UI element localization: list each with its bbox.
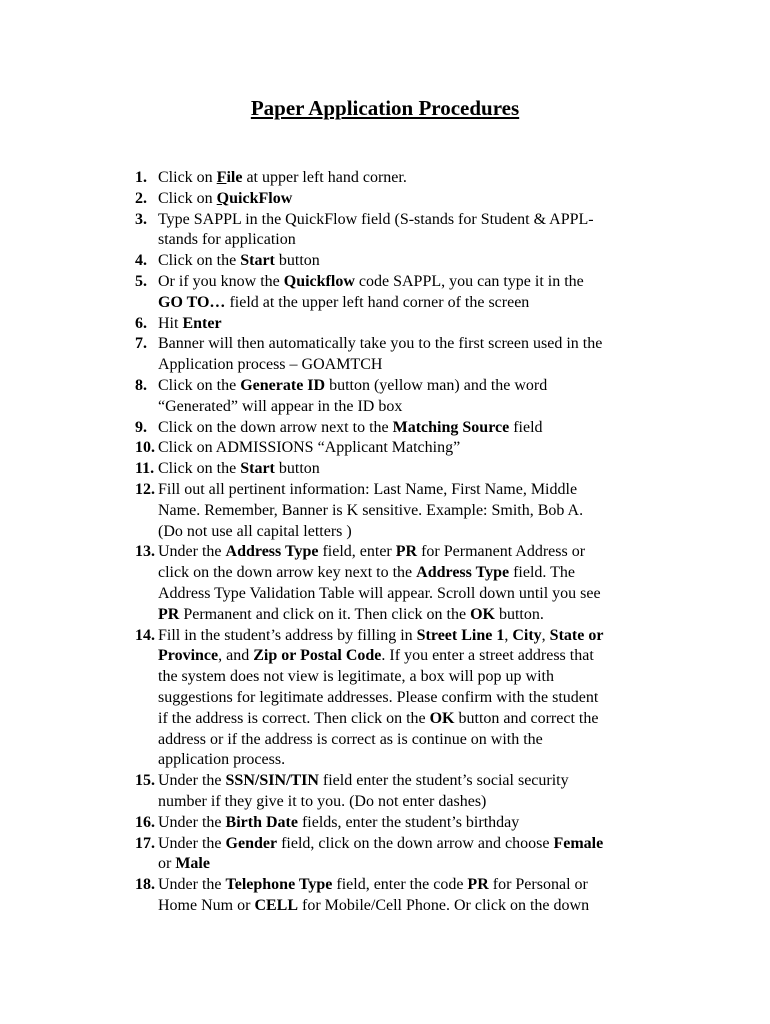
step-number: 13. bbox=[135, 543, 155, 561]
step-text-line bbox=[158, 667, 665, 688]
step-item bbox=[135, 314, 665, 335]
step-text: button bbox=[274, 252, 320, 270]
step-text-line bbox=[158, 168, 665, 189]
step-text: . If you enter a street address that bbox=[381, 647, 594, 665]
step-text-line bbox=[158, 813, 665, 834]
step-number: 8. bbox=[135, 376, 147, 394]
step-text: stands for application bbox=[158, 231, 296, 249]
step-text-line bbox=[158, 376, 665, 397]
step-number: 12. bbox=[135, 480, 155, 498]
step-number: 2. bbox=[135, 189, 147, 207]
step-number: 17. bbox=[135, 834, 155, 852]
step-keyword: Q bbox=[216, 189, 230, 207]
step-number: 16. bbox=[135, 813, 155, 831]
step-text-line bbox=[158, 792, 665, 813]
step-text-line bbox=[158, 646, 665, 667]
step-text-line bbox=[158, 501, 665, 522]
step-text: or bbox=[158, 855, 176, 873]
step-text: (Do not use all capital letters ) bbox=[158, 522, 352, 540]
step-keyword: Enter bbox=[182, 314, 222, 332]
step-number: 3. bbox=[135, 210, 147, 228]
step-text: field, enter bbox=[318, 543, 396, 561]
step-text-line bbox=[158, 688, 665, 709]
step-text-line bbox=[158, 584, 665, 605]
step-keyword: Male bbox=[175, 855, 210, 873]
step-item bbox=[135, 834, 665, 876]
step-text: Click on the bbox=[158, 252, 241, 270]
step-keyword: State or bbox=[549, 626, 604, 644]
step-text: Under the bbox=[158, 876, 226, 894]
step-number: 18. bbox=[135, 876, 155, 894]
step-text: button bbox=[274, 460, 320, 478]
step-keyword: Matching Source bbox=[392, 418, 510, 436]
step-text-line bbox=[158, 522, 665, 543]
step-text: button and correct the bbox=[454, 709, 599, 727]
step-text: button. bbox=[494, 605, 544, 623]
step-text-line bbox=[158, 563, 665, 584]
step-number: 4. bbox=[135, 252, 147, 270]
step-item bbox=[135, 210, 665, 252]
step-keyword: Street Line 1 bbox=[416, 626, 505, 644]
step-number: 5. bbox=[135, 272, 147, 290]
step-keyword: Start bbox=[240, 460, 275, 478]
step-text-line bbox=[158, 210, 665, 231]
procedure-steps-list bbox=[135, 168, 665, 917]
step-text-line bbox=[158, 355, 665, 376]
step-text: Click on ADMISSIONS “Applicant Matching” bbox=[158, 439, 461, 457]
step-keyword: F bbox=[216, 169, 227, 186]
step-text-line bbox=[158, 709, 665, 730]
step-keyword: Quickflow bbox=[283, 272, 355, 290]
step-item bbox=[135, 189, 665, 210]
step-text: field, enter the code bbox=[332, 876, 468, 894]
step-text: Banner will then automatically take you to the first screen used in the bbox=[158, 335, 603, 353]
step-text: Application process – GOAMTCH bbox=[158, 356, 383, 374]
step-item bbox=[135, 418, 665, 439]
step-keyword: City bbox=[512, 626, 542, 644]
step-text: the system does not view is legitimate, a box will pop up with bbox=[158, 668, 554, 686]
step-text-line bbox=[158, 896, 665, 917]
step-text-line bbox=[158, 605, 665, 626]
step-text: address or if the address is correct as is continue on with the bbox=[158, 730, 543, 748]
step-text: Fill in the student’s address by filling in bbox=[158, 626, 417, 644]
step-item bbox=[135, 771, 665, 813]
step-text-line bbox=[158, 875, 665, 896]
step-text: field, click on the down arrow and choose bbox=[277, 834, 554, 852]
step-text-line bbox=[158, 480, 665, 501]
step-keyword: SSN/SIN/TIN bbox=[225, 772, 319, 790]
step-keyword: PR bbox=[395, 543, 418, 561]
step-text-line bbox=[158, 854, 665, 875]
step-text-line bbox=[158, 542, 665, 563]
step-text: click on the down arrow key next to the bbox=[158, 564, 417, 582]
step-text-line bbox=[158, 397, 665, 418]
step-text: Hit bbox=[158, 314, 183, 332]
step-text: field enter the student’s social security bbox=[318, 772, 569, 790]
step-number: 6. bbox=[135, 314, 147, 332]
step-text-line bbox=[158, 314, 665, 335]
step-text: field bbox=[509, 418, 543, 436]
step-item bbox=[135, 376, 665, 418]
step-text: for Personal or bbox=[488, 876, 588, 894]
step-item bbox=[135, 168, 665, 189]
step-text-line bbox=[158, 334, 665, 355]
step-text: field at the upper left hand corner of the screen bbox=[225, 293, 530, 311]
step-keyword: GO TO… bbox=[158, 293, 226, 311]
step-keyword: Province bbox=[158, 647, 219, 665]
step-item bbox=[135, 459, 665, 480]
step-text-line bbox=[158, 230, 665, 251]
step-text-line bbox=[158, 750, 665, 771]
step-number: 9. bbox=[135, 418, 147, 436]
step-text: Or if you know the bbox=[158, 272, 284, 290]
step-text: , bbox=[541, 626, 550, 644]
step-text: code SAPPL, you can type it in the bbox=[354, 272, 584, 290]
step-item bbox=[135, 875, 665, 917]
step-keyword: PR bbox=[158, 605, 180, 623]
step-keyword: Address Type bbox=[225, 543, 319, 561]
step-text-line bbox=[158, 251, 665, 272]
step-number: 10. bbox=[135, 439, 155, 457]
step-keyword: OK bbox=[470, 605, 495, 623]
step-text: fields, enter the student’s birthday bbox=[297, 813, 520, 831]
step-text: Click on the down arrow next to the bbox=[158, 418, 393, 436]
step-text: Click on the bbox=[158, 460, 241, 478]
step-text: suggestions for legitimate addresses. Please confirm with the student bbox=[158, 688, 599, 706]
step-text: for Mobile/Cell Phone. Or click on the down bbox=[298, 896, 590, 914]
step-number: 14. bbox=[135, 626, 155, 644]
step-keyword: Telephone Type bbox=[225, 876, 333, 894]
page-title: Paper Application Procedures bbox=[250, 96, 520, 120]
step-text-line bbox=[158, 438, 665, 459]
step-item bbox=[135, 813, 665, 834]
step-text: Click on bbox=[158, 169, 217, 186]
step-text: Under the bbox=[158, 543, 226, 561]
step-item bbox=[135, 334, 665, 376]
step-text: Type SAPPL in the QuickFlow field (S-stands for Student & APPL- bbox=[158, 210, 594, 228]
step-text-line bbox=[158, 189, 665, 210]
step-text: Permanent and click on it. Then click on the bbox=[179, 605, 471, 623]
step-text: field. The bbox=[509, 564, 575, 582]
step-number: 1. bbox=[135, 169, 147, 186]
step-text: Address Type Validation Table will appear. Scroll down until you see bbox=[158, 584, 601, 602]
step-keyword: uickFlow bbox=[229, 189, 293, 207]
step-text-line bbox=[158, 771, 665, 792]
step-text: if the address is correct. Then click on the bbox=[158, 709, 430, 727]
step-keyword: ile bbox=[226, 169, 243, 186]
step-text: Click on the bbox=[158, 376, 241, 394]
step-text: , and bbox=[218, 647, 254, 665]
step-text-line bbox=[158, 418, 665, 439]
step-keyword: CELL bbox=[254, 896, 299, 914]
step-text: “Generated” will appear in the ID box bbox=[158, 397, 403, 415]
step-keyword: OK bbox=[429, 709, 455, 727]
step-item bbox=[135, 272, 665, 314]
step-item bbox=[135, 626, 665, 772]
step-keyword: PR bbox=[467, 876, 489, 894]
step-keyword: Gender bbox=[225, 834, 278, 852]
step-text-line bbox=[158, 459, 665, 480]
step-text: Under the bbox=[158, 813, 226, 831]
step-text-line bbox=[158, 272, 665, 293]
step-text: Click on bbox=[158, 189, 217, 207]
step-item bbox=[135, 480, 665, 542]
step-text: Under the bbox=[158, 772, 226, 790]
step-text: Fill out all pertinent information: Last Name, First Name, Middle bbox=[158, 480, 578, 498]
step-text: application process. bbox=[158, 751, 286, 769]
step-item bbox=[135, 251, 665, 272]
step-text: Name. Remember, Banner is K sensitive. Example: Smith, Bob A. bbox=[158, 501, 584, 519]
step-text: button (yellow man) and the word bbox=[325, 376, 548, 394]
step-text: at upper left hand corner. bbox=[242, 169, 407, 186]
step-text-line bbox=[158, 293, 665, 314]
step-keyword: Female bbox=[553, 834, 604, 852]
step-text: Home Num or bbox=[158, 896, 255, 914]
step-keyword: Address Type bbox=[416, 564, 510, 582]
step-keyword: Birth Date bbox=[225, 813, 298, 831]
step-text: for Permanent Address or bbox=[417, 543, 586, 561]
step-text-line bbox=[158, 730, 665, 751]
step-item bbox=[135, 438, 665, 459]
step-item bbox=[135, 542, 665, 625]
step-keyword: Start bbox=[240, 252, 275, 270]
step-keyword: Generate ID bbox=[240, 376, 326, 394]
step-keyword: Zip or Postal Code bbox=[253, 647, 382, 665]
step-number: 7. bbox=[135, 335, 147, 353]
step-number: 11. bbox=[135, 460, 155, 478]
step-text-line bbox=[158, 626, 665, 647]
step-text: number if they give it to you. (Do not enter dashes) bbox=[158, 792, 487, 810]
step-number: 15. bbox=[135, 772, 155, 790]
step-text: Under the bbox=[158, 834, 226, 852]
step-text: , bbox=[504, 626, 513, 644]
step-text-line bbox=[158, 834, 665, 855]
